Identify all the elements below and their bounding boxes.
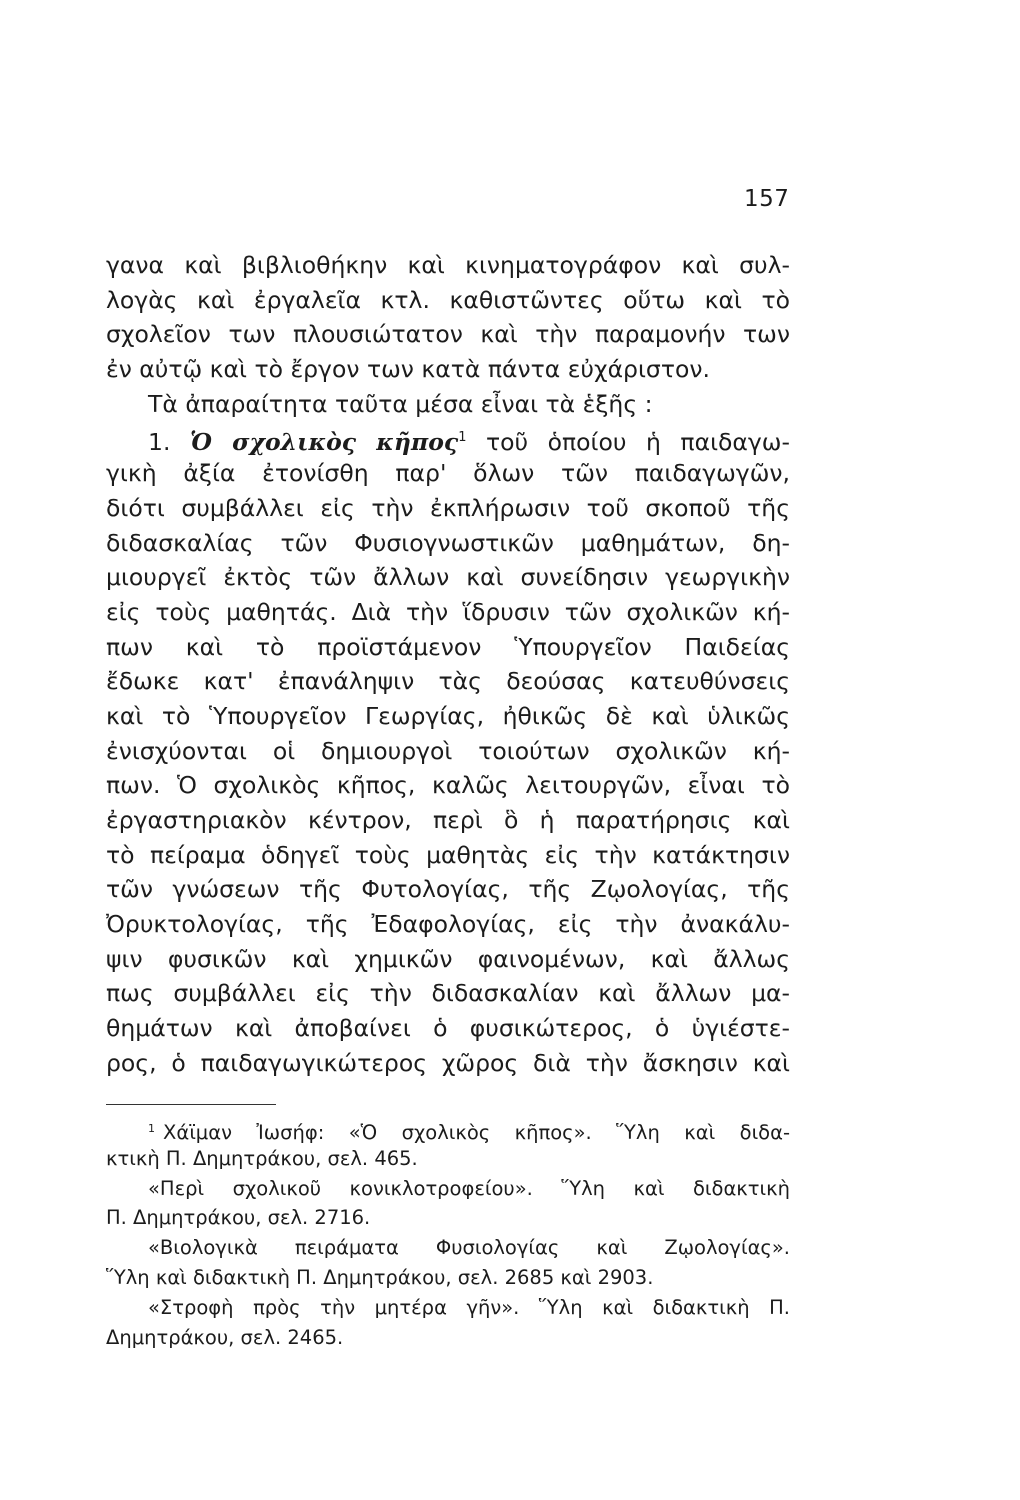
footnote-line: «Στροφὴ πρὸς τὴν μητέρα γῆν». Ὕλη καὶ διδακτικὴ Π. [148,1295,790,1319]
footnote-divider [106,1104,276,1105]
text-line: πων καὶ τὸ προϊστάμενον Ὑπουργεῖον Παιδείας [106,632,790,661]
text-line: πως συμβάλλει εἰς τὴν διδασκαλίαν καὶ ἄλλων μα- [106,979,790,1008]
footnote-text: Χάϊμαν Ἰωσήφ: «Ὁ σχολικὸς κῆπος». Ὕλη καὶ διδα- [163,1121,790,1144]
text-line: σχολεῖον των πλουσιώτατον καὶ τὴν παραμονήν των [106,320,790,349]
text-line: ἐργαστηριακὸν κέντρον, περὶ ὃ ἡ παρατήρησις καὶ [106,806,790,834]
footnote-line: «Περὶ σχολικοῦ κονικλοτροφείου». Ὕλη καὶ διδακτικὴ [148,1176,790,1200]
text-line: τὸ πείραμα ὁδηγεῖ τοὺς μαθητὰς εἰς τὴν κατάκτησιν [106,840,790,869]
footnote-line: Δημητράκου, σελ. 2465. [106,1325,344,1349]
footnote-line [106,1114,790,1144]
footnotes [106,1114,790,1352]
text-line: εἰς τοὺς μαθητάς. Διὰ τὴν ἵδρυσιν τῶν σχολικῶν κή- [106,597,790,626]
text-line: μιουργεῖ ἐκτὸς τῶν ἄλλων καὶ συνείδησιν γεωργικὴν [106,563,790,592]
footnote-number: 1 [148,1122,155,1135]
text-line: ψιν φυσικῶν καὶ χημικῶν φαινομένων, καὶ ἄλλως [106,944,790,973]
text-line: Ὀρυκτολογίας, τῆς Ἐδαφολογίας, εἰς τὴν ἀνακάλυ- [106,910,790,939]
text-line: γανα καὶ βιβλιοθήκην καὶ κινηματογράφον καὶ συλ- [106,251,790,279]
text-line: διότι συμβάλλει εἰς τὴν ἐκπλήρωσιν τοῦ σκοποῦ τῆς [106,493,790,522]
footnote-line: Π. Δημητράκου, σελ. 2716. [106,1206,371,1230]
footnote-line: «Βιολογικὰ πειράματα Φυσιολογίας καὶ Ζῳολογίας». [148,1236,790,1260]
text-line: πων. Ὁ σχολικὸς κῆπος, καλῶς λειτουργῶν, εἶναι τὸ [106,771,790,800]
text-line: γικὴ ἀξία ἐτονίσθη παρ' ὅλων τῶν παιδαγωγῶν, [106,459,790,488]
footnote-line: Ὕλη καὶ διδακτικὴ Π. Δημητράκου, σελ. 2685 καὶ 2903. [106,1265,654,1289]
text-line: καὶ τὸ Ὑπουργεῖον Γεωργίας, ἠθικῶς δὲ καὶ ὑλικῶς [106,701,790,730]
page-number: 157 [744,186,790,212]
body-text [106,248,790,1081]
item-heading: Ὁ σχολικὸς κῆπος [189,428,459,457]
text-line: τῶν γνώσεων τῆς Φυτολογίας, τῆς Ζῳολογίας, τῆς [106,875,790,904]
item-heading-continuation: τοῦ ὁποίου ἡ παιδαγω- [486,428,790,457]
text-line: διδασκαλίας τῶν Φυσιογνωστικῶν μαθημάτων, δη- [106,528,790,557]
numbered-item-heading-line [106,421,790,456]
footnote-reference: 1 [458,430,467,446]
text-line: ἐνισχύονται οἱ δημιουργοὶ τοιούτων σχολικῶν κή- [106,736,790,765]
footnote-line: κτικὴ Π. Δημητράκου, σελ. 465. [106,1146,418,1170]
text-line: λογὰς καὶ ἐργαλεῖα κτλ. καθιστῶντες οὕτω καὶ τὸ [106,285,790,314]
text-line: ἐν αὐτῷ καὶ τὸ ἔργον των κατὰ πάντα εὐχάριστον. [106,355,710,384]
item-number: 1. [148,428,171,457]
text-line: θημάτων καὶ ἀποβαίνει ὁ φυσικώτερος, ὁ ὑγιέστε- [106,1014,790,1043]
text-line: Τὰ ἀπαραίτητα ταῦτα μέσα εἶναι τὰ ἑξῆς : [148,389,653,418]
text-line: ἔδωκε κατ' ἐπανάληψιν τὰς δεούσας κατευθύνσεις [106,667,790,696]
text-line: ρος, ὁ παιδαγωγικώτερος χῶρος διὰ τὴν ἄσκησιν καὶ [106,1048,790,1077]
